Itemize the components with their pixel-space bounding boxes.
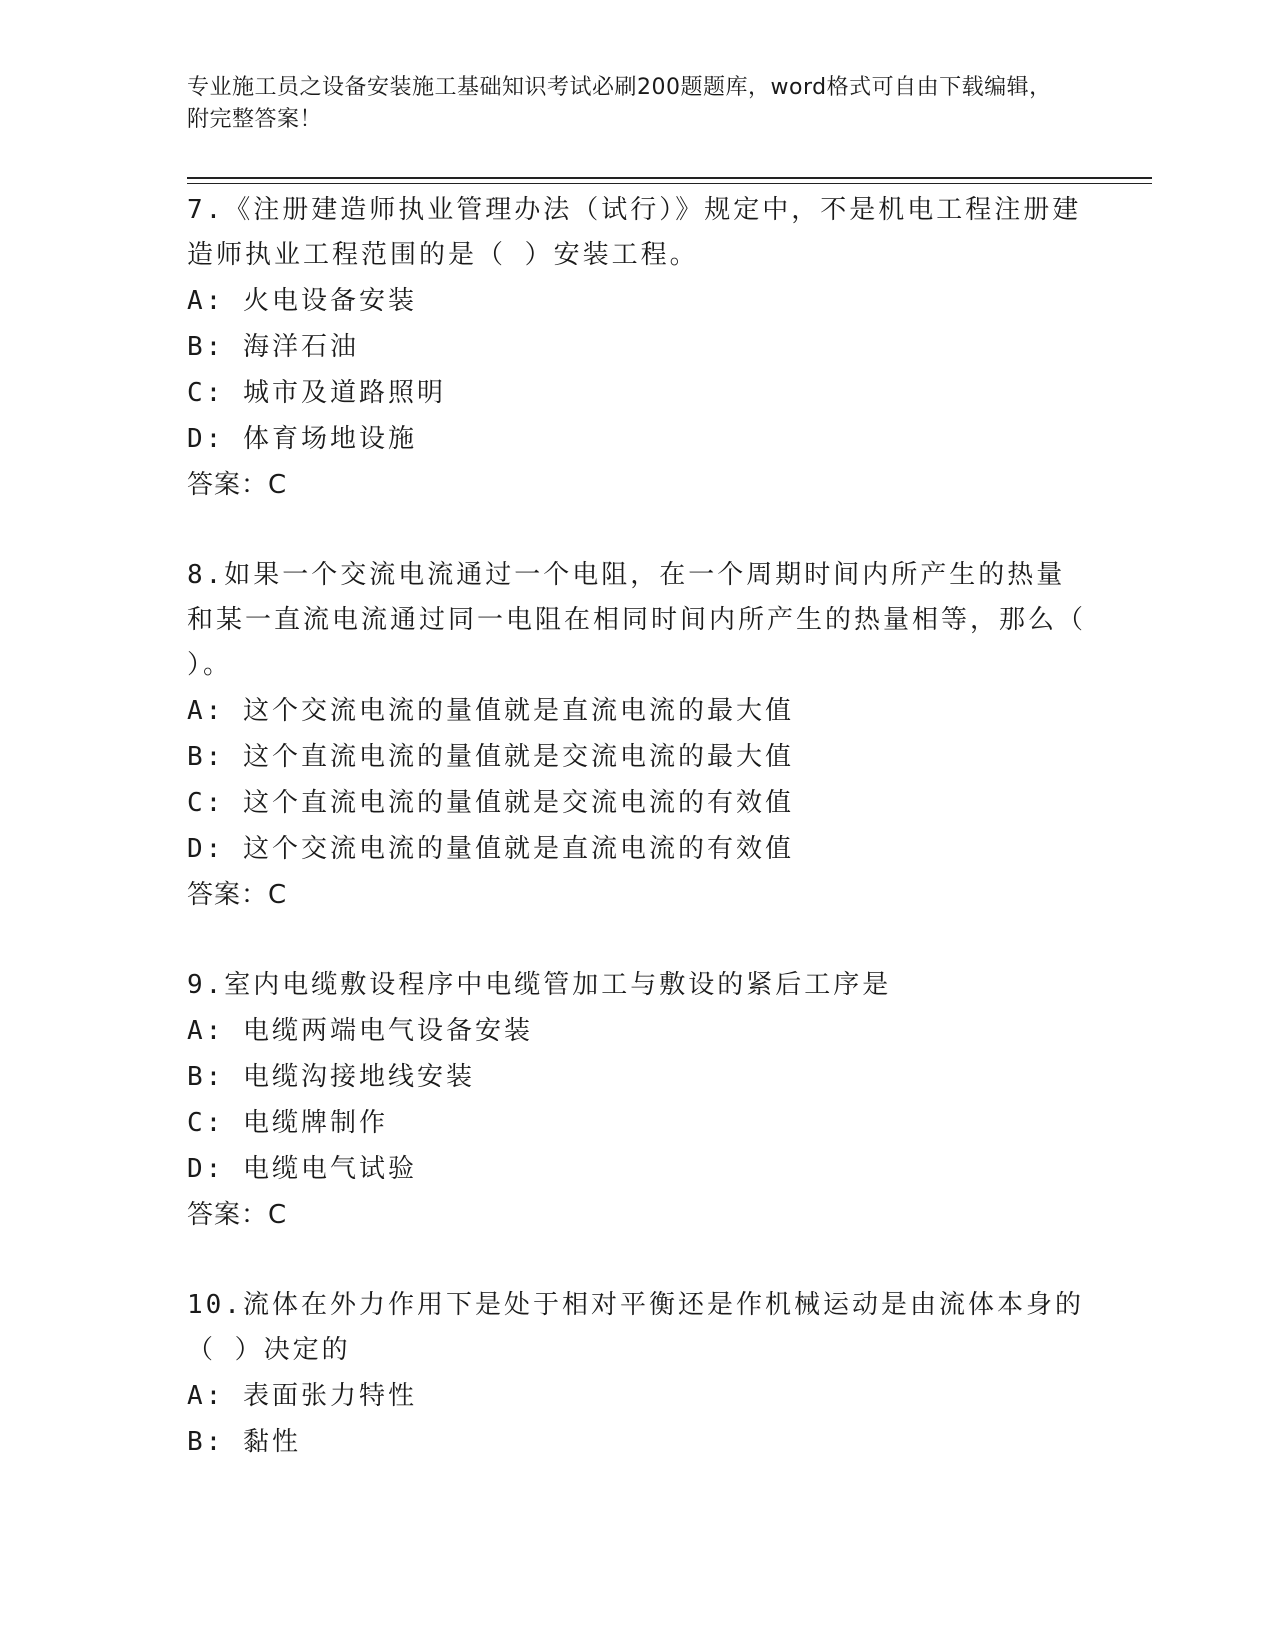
question-list <box>187 188 1087 1510</box>
option-c: C: 电缆牌制作 <box>187 1108 388 1138</box>
question-stem: 9.室内电缆敷设程序中电缆管加工与敷设的紧后工序是 <box>187 970 892 1000</box>
option-a: A: 火电设备安装 <box>187 286 417 316</box>
question-stem: 8.如果一个交流电流通过一个电阻，在一个周期时间内所产生的热量和某一直流电流通过同一电阻在相同时间内所产生的热量相等，那么（ ）。 <box>187 560 1087 680</box>
answer-line: 答案：C <box>187 880 288 910</box>
answer-line: 答案：C <box>187 1200 288 1230</box>
option-a: A: 电缆两端电气设备安装 <box>187 1016 533 1046</box>
question-stem: 7.《注册建造师执业管理办法（试行）》规定中，不是机电工程注册建造师执业工程范围的是（ ）安装工程。 <box>187 195 1082 270</box>
option-a: A: 这个交流电流的量值就是直流电流的最大值 <box>187 696 794 726</box>
option-d: D: 电缆电气试验 <box>187 1154 417 1184</box>
header-divider-thin <box>187 183 1152 184</box>
option-b: B: 这个直流电流的量值就是交流电流的最大值 <box>187 742 794 772</box>
page-header: 专业施工员之设备安装施工基础知识考试必刷200题题库，word格式可自由下载编辑，附完整答案！ <box>187 75 1052 132</box>
option-b: B: 电缆沟接地线安装 <box>187 1062 475 1092</box>
option-c: C: 这个直流电流的量值就是交流电流的有效值 <box>187 788 794 818</box>
question-9 <box>187 963 1087 1238</box>
header-divider-thick <box>187 177 1152 179</box>
option-d: D: 这个交流电流的量值就是直流电流的有效值 <box>187 834 794 864</box>
option-c: C: 城市及道路照明 <box>187 378 446 408</box>
question-stem: 10.流体在外力作用下是处于相对平衡还是作机械运动是由流体本身的（ ）决定的 <box>187 1290 1084 1365</box>
option-b: B: 海洋石油 <box>187 332 359 362</box>
question-8 <box>187 553 1087 918</box>
option-d: D: 体育场地设施 <box>187 424 417 454</box>
question-7 <box>187 188 1087 508</box>
option-a: A: 表面张力特性 <box>187 1381 417 1411</box>
question-10 <box>187 1283 1087 1465</box>
answer-line: 答案：C <box>187 470 288 500</box>
option-b: B: 黏性 <box>187 1427 301 1457</box>
